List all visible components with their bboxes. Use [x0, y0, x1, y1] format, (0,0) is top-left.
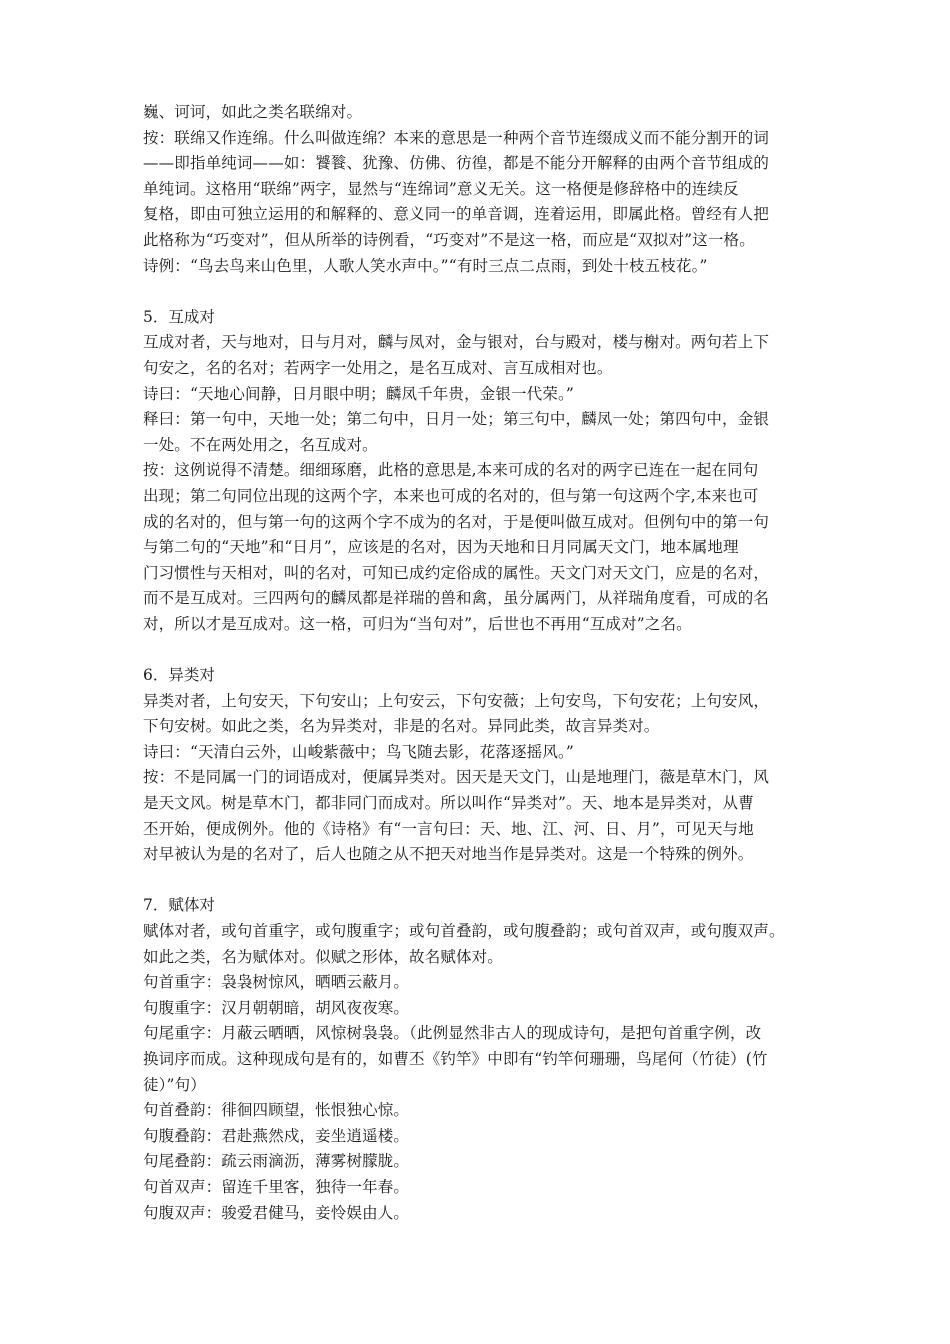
text-line: 而不是互成对。三四两句的麟凤都是祥瑞的兽和禽，虽分属两门，从祥瑞角度看，可成的名	[143, 589, 770, 608]
section-heading: 6．异类对	[143, 666, 215, 685]
text-line: 句首叠韵：徘徊四顾望，怅恨独心惊。	[143, 1101, 410, 1120]
text-line: 对，所以才是互成对。这一格，可归为“当句对”，后世也不再用“互成对”之名。	[143, 614, 692, 633]
section-spacer	[143, 868, 823, 894]
text-line: 单纯词。这格用“联绵”两字，显然与“连绵词”意义无关。这一格便是修辞格中的连续反	[143, 179, 739, 198]
section-heading: 7．赋体对	[143, 896, 215, 915]
text-line: 句首重字：袅袅树惊风，晒晒云蔽月。	[143, 973, 410, 992]
text-line: 互成对者，天与地对，日与月对，麟与凤对，金与银对，台与殿对，楼与榭对。两句若上下	[143, 333, 770, 352]
text-line: 换词序而成。这种现成句是有的，如曹丕《钓竿》中即有“钓竿何珊珊，鸟尾何（竹徒）(竹	[143, 1049, 768, 1068]
section-spacer	[143, 637, 823, 663]
text-line: 是天文风。树是草木门，都非同门而成对。所以叫作“异类对”。天、地本是异类对，从曹	[143, 794, 754, 813]
text-line: 句尾叠韵：疏云雨滴沥，薄雾树朦胧。	[143, 1152, 410, 1171]
text-line: 诗例：“鸟去鸟来山色里，人歌人笑水声中。”“有时三点二点雨，到处十枝五枝花。”	[143, 256, 708, 275]
text-line: 出现；第二句同位出现的这两个字，本来也可成的名对的，但与第一句这两个字,本来也可	[143, 486, 759, 505]
text-line: 如此之类，名为赋体对。似赋之形体，故名赋体对。	[143, 947, 503, 966]
text-line: 句腹叠韵：君赴燕然戍，妾坐逍遥楼。	[143, 1126, 410, 1145]
text-line: 句首双声：留连千里客，独待一年春。	[143, 1177, 410, 1196]
text-line: 对早被认为是的名对了，后人也随之从不把天对地当作是异类对。这是一个特殊的例外。	[143, 845, 754, 864]
text-line: 徒）”句）	[143, 1075, 206, 1094]
text-line: 巍、诃诃，如此之类名联绵对。	[143, 103, 363, 121]
text-line: 下句安树。如此之类，名为异类对，非是的名对。异同此类，故言异类对。	[143, 717, 660, 736]
text-line: 诗曰：“天清白云外，山峻紫薇中；鸟飞随去影，花落逐摇风。”	[143, 742, 574, 761]
text-line: 诗曰：“天地心间静，日月眼中明；麟凤千年贵，金银一代荣。”	[143, 384, 574, 403]
text-line: 按：不是同属一门的词语成对，便属异类对。因天是天文门，山是地理门，薇是草木门，风	[143, 768, 770, 787]
text-line: 句腹重字：汉月朝朝暗，胡风夜夜寒。	[143, 998, 410, 1017]
text-line: 句腹双声：骏爱君健马，妾怜娱由人。	[143, 1203, 410, 1222]
text-line: 按：这例说得不清楚。细细琢磨，此格的意思是,本来可成的名对的两字已连在一起在同句	[143, 461, 759, 480]
text-line: 复格，即由可独立运用的和解释的、意义同一的单音调，连着运用，即属此格。曾经有人把	[143, 205, 770, 224]
text-line: 按：联绵又作连绵。什么叫做连绵？本来的意思是一种两个音节连缀成义而不能分割开的词	[143, 128, 770, 147]
text-line: 赋体对者，或句首重字，或句腹重字；或句首叠韵，或句腹叠韵；或句首双声，或句腹双声。	[143, 922, 785, 940]
text-line: 异类对者，上句安天，下句安山；上句安云，下句安薇；上句安鸟，下句安花；上句安风，	[143, 691, 770, 710]
text-line: 此格称为“巧变对”，但从所举的诗例看，“巧变对”不是这一格，而应是“双拟对”这一格。	[143, 230, 755, 249]
section-heading: 5．互成对	[143, 307, 215, 326]
text-line: 一处。不在两处用之，名互成对。	[143, 435, 378, 454]
text-line: 丕开始，便成例外。他的《诗格》有“一言句曰：天、地、江、河、日、月”，可见天与地	[143, 819, 754, 838]
text-line: 句尾重字：月蔽云晒晒，风惊树袅袅。（此例显然非古人的现成诗句，是把句首重字例，改	[143, 1024, 762, 1043]
text-line: 门习惯性与天相对，叫的名对，可知已成约定俗成的属性。天文门对天文门，应是的名对，	[143, 563, 770, 582]
section-spacer	[143, 279, 823, 305]
section-7	[143, 893, 823, 1226]
intro-paragraph	[143, 100, 823, 279]
text-line: 释曰：第一句中，天地一处；第二句中，日月一处；第三句中，麟凤一处；第四句中，金银	[143, 410, 770, 429]
document-page	[143, 100, 823, 1226]
text-line: 句安之，名的名对；若两字一处用之，是名互成对、言互成相对也。	[143, 358, 613, 377]
text-line: 成的名对的，但与第一句的这两个字不成为的名对，于是便叫做互成对。但例句中的第一句	[143, 512, 770, 531]
section-6	[143, 663, 823, 868]
section-5	[143, 305, 823, 638]
text-line: 与第二句的“天地”和“日月”，应该是的名对，因为天地和日月同属天文门，地本属地理	[143, 538, 739, 557]
text-line: ——即指单纯词——如：饕餮、犹豫、仿佛、彷徨，都是不能分开解释的由两个音节组成的	[143, 154, 770, 173]
